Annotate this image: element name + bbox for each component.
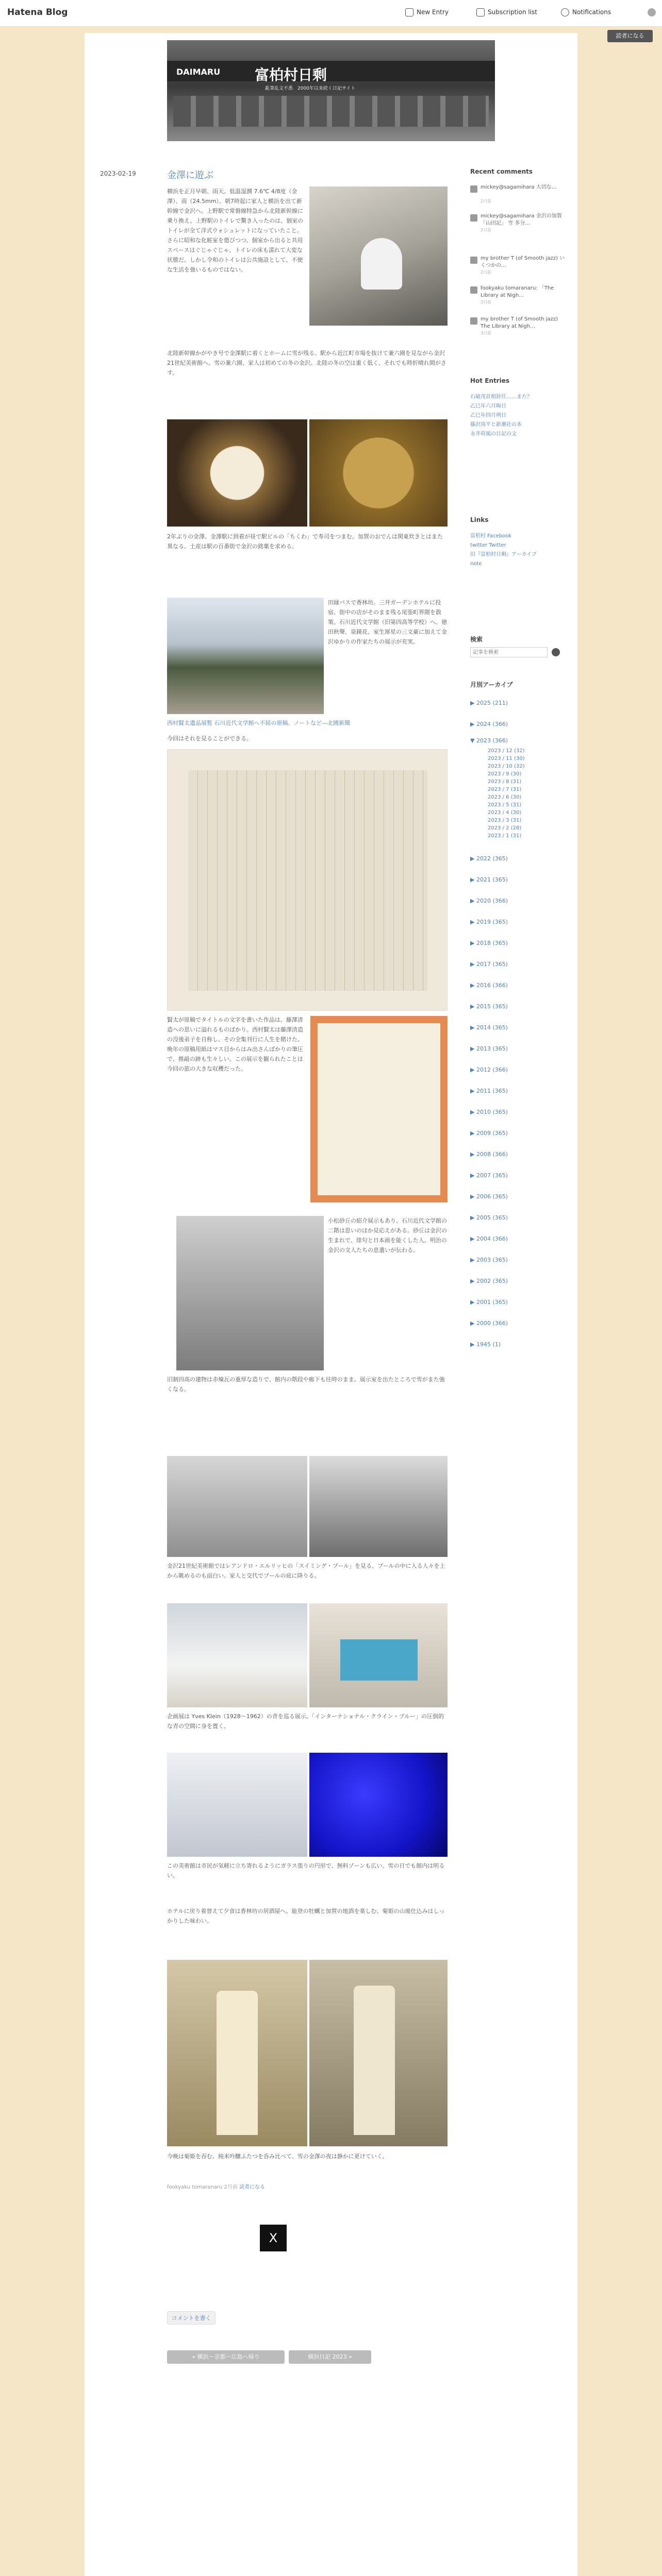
archive-year[interactable] — [470, 1313, 566, 1334]
recent-comment[interactable] — [470, 317, 566, 348]
archive-year[interactable] — [470, 975, 566, 996]
archive-year[interactable] — [470, 1101, 566, 1123]
chevron-right-icon[interactable]: ▶ — [470, 1278, 476, 1284]
entry-meta — [167, 2182, 448, 2193]
comment-text: mickey@sagamihara 大切な… — [481, 184, 557, 190]
photo-group[interactable] — [176, 1216, 324, 1370]
avatar — [470, 317, 477, 325]
archive-year-label: 2009 (365) — [476, 1130, 508, 1137]
photo-gallery[interactable] — [167, 1753, 307, 1857]
archive-spacer — [470, 840, 566, 848]
hot-entry[interactable]: 藤沢周平と新潮社の本 — [470, 422, 522, 428]
archive-year[interactable] — [470, 1123, 566, 1144]
comment-text: my brother T (of Smooth jazz) The Library at Nigh… — [481, 316, 558, 329]
photo-museum[interactable] — [167, 1603, 307, 1707]
archive-year-label: 2003 (365) — [476, 1257, 508, 1263]
archive-year-label: 2006 (365) — [476, 1193, 508, 1200]
chevron-right-icon[interactable]: ▶ — [470, 1045, 476, 1052]
chevron-right-icon[interactable]: ▶ — [470, 855, 476, 862]
new-entry-link[interactable] — [405, 8, 449, 16]
archive-year-label: 2007 (365) — [476, 1172, 508, 1179]
comment-date: 2日前 — [481, 199, 492, 204]
subscription-label: Subscription list — [488, 8, 537, 16]
news-link[interactable]: 西村賢太遺品展覧 石川近代文学館へ不屈の原稿、ノートなど―北國新聞 — [167, 720, 351, 726]
chevron-right-icon[interactable]: ▶ — [470, 1003, 476, 1010]
archive-heading: 月別アーカイブ — [470, 681, 513, 688]
archive-year[interactable] — [470, 735, 566, 747]
archive-year-label: 2016 (366) — [476, 982, 508, 989]
hot-entry[interactable]: 石破茂首相辞任……また？ — [470, 394, 532, 400]
comment-text: my brother T (of Smooth jazz) いくつかの… — [481, 256, 565, 268]
archive-year[interactable] — [470, 1165, 566, 1186]
comment-button[interactable]: コメントを書く — [167, 2311, 216, 2325]
link-item[interactable]: 旧『富柏村日剩』アーカイブ — [470, 552, 537, 557]
archive-year[interactable] — [470, 954, 566, 975]
archive-month[interactable]: 2023 / 3 (31) — [488, 818, 522, 823]
archive-year[interactable] — [470, 1059, 566, 1080]
archive-year[interactable] — [470, 1144, 566, 1165]
photo-poster[interactable] — [310, 1016, 448, 1202]
banner-building — [173, 96, 489, 127]
archive-year[interactable] — [470, 1334, 566, 1355]
link-item[interactable]: 富柏村 Facebook — [470, 533, 512, 539]
archive-year-label: 2011 (365) — [476, 1088, 508, 1094]
avatar — [470, 257, 477, 264]
archive-year-label: 2014 (365) — [476, 1024, 508, 1031]
archive-year[interactable] — [470, 869, 566, 890]
chevron-right-icon[interactable]: ▶ — [470, 1130, 476, 1137]
chevron-right-icon[interactable]: ▶ — [470, 1088, 476, 1094]
archive-year[interactable] — [470, 1017, 566, 1038]
blog-page — [85, 33, 577, 2576]
chevron-right-icon[interactable]: ▶ — [470, 919, 476, 925]
photo-sign[interactable] — [309, 419, 448, 527]
archive-month[interactable]: 2023 / 8 (31) — [488, 779, 522, 785]
chevron-right-icon[interactable]: ▶ — [470, 1172, 476, 1179]
entry-time[interactable]: 2月前 — [224, 2184, 238, 2190]
hot-entry[interactable]: 乙巳年四月朔日 — [470, 413, 506, 418]
archive-month[interactable]: 2023 / 12 (32) — [488, 748, 525, 754]
photo-sake-bottle[interactable] — [309, 1960, 448, 2146]
read-button[interactable]: 読者になる — [607, 30, 653, 42]
entry-date[interactable]: 2023-02-19 — [100, 170, 136, 177]
global-header — [0, 0, 662, 27]
archive-year-label: 2021 (365) — [476, 876, 508, 883]
entry-paragraph: 今晩は菊姫を吞む。純米吟醸ふたつを呑み比べて、雪の金澤の夜は静かに更けていく。 — [167, 2153, 388, 2160]
recent-comment[interactable] — [470, 257, 566, 287]
link-item[interactable]: note — [470, 561, 482, 567]
links-heading: Links — [470, 516, 489, 523]
entry-paragraph: 小松砂丘の紹介展示もあり、石川近代文学館の二階は思いのほか見応えがある。砂丘は金沢の生まれで、俳句と日本画を能くした人。明治の金沢の文人たちの息遣いが伝わる。 — [328, 1217, 447, 1253]
entry-paragraph: ホテルに戻り着替えて夕食は香林坊の居酒屋へ。能登の牡蠣と加賀の地酒を楽しむ。菊姫の山廃仕込みはしっかりした味わい。 — [167, 1908, 445, 1924]
blog-banner[interactable] — [167, 40, 495, 141]
archive-month[interactable]: 2023 / 4 (30) — [488, 810, 522, 816]
photo-sake-kikuhime[interactable] — [167, 1960, 307, 2146]
chevron-right-icon[interactable]: ▶ — [470, 700, 476, 706]
search-icon[interactable] — [552, 648, 560, 656]
archive-year-label: 2000 (366) — [476, 1320, 508, 1327]
entry-paragraph: 旧制四高の建物は赤煉瓦の重厚な造りで、館内の階段や廊下も往時のまま。展示室を出たところで雪がまた強くなる。 — [167, 1376, 445, 1393]
archive-year-label: 2017 (365) — [476, 961, 508, 968]
entry-title[interactable]: 金澤に遊ぶ — [167, 170, 213, 181]
blog-subtitle: 亂筆乱文不悉 2000年以来続く日記サイト — [265, 86, 356, 91]
comment-text: fookyaku tomaranaru: 「The Library at Nigh… — [481, 285, 554, 298]
avatar — [470, 214, 477, 222]
chevron-right-icon[interactable]: ▶ — [470, 1257, 476, 1263]
entry-paragraph: 今回はそれを見ることができる。 — [167, 735, 252, 742]
hot-entries-list — [470, 393, 566, 439]
links-list — [470, 532, 566, 569]
comment-date: 3日前 — [481, 331, 492, 335]
chevron-right-icon[interactable]: ▶ — [470, 1151, 476, 1158]
prev-entry-button[interactable]: « 横浜〜京都〜広島へ帰り — [167, 2350, 285, 2364]
hot-entry[interactable]: 乙巳年六月晦日 — [470, 403, 506, 409]
recent-comment[interactable] — [470, 185, 566, 216]
archive-year[interactable] — [470, 1270, 566, 1292]
hot-entry[interactable]: 永井荷風の日記の文 — [470, 431, 517, 437]
chevron-right-icon[interactable]: ▶ — [470, 1066, 476, 1073]
avatar — [470, 286, 477, 294]
archive-year-label: 2015 (365) — [476, 1003, 508, 1010]
archive-year-label: 2020 (366) — [476, 897, 508, 904]
archive-year-label: 2022 (365) — [476, 855, 508, 862]
archive-month[interactable]: 2023 / 10 (32) — [488, 764, 525, 769]
hot-entries-heading: Hot Entries — [470, 377, 509, 384]
photo-exhibit-1[interactable] — [167, 1456, 307, 1557]
archive-year-label: 2019 (365) — [476, 919, 508, 925]
link-item[interactable]: twitter Twitter — [470, 543, 506, 548]
photo-pool[interactable] — [309, 1603, 448, 1707]
hatena-logo[interactable]: Hatena Blog — [7, 7, 68, 18]
chevron-right-icon[interactable]: ▶ — [470, 1214, 476, 1221]
recent-comment[interactable] — [470, 286, 566, 317]
archive-year-label: 2018 (365) — [476, 940, 508, 946]
list-icon — [476, 8, 485, 16]
archive-year-label: 2002 (365) — [476, 1278, 508, 1284]
archive-year-label: 2013 (365) — [476, 1045, 508, 1052]
archive-month[interactable]: 2023 / 6 (30) — [488, 794, 522, 800]
avatar — [470, 185, 477, 193]
archive-year[interactable] — [470, 848, 566, 869]
chevron-right-icon[interactable]: ▶ — [470, 1320, 476, 1327]
archive-month[interactable]: 2023 / 11 (30) — [488, 756, 525, 761]
new-entry-label: New Entry — [417, 8, 449, 16]
archive-year-label: 2012 (366) — [476, 1066, 508, 1073]
chevron-right-icon[interactable]: ▶ — [470, 1024, 476, 1031]
chevron-right-icon[interactable]: ▶ — [470, 876, 476, 883]
entry-paragraph: 企画展は Yves Klein（1928〜1962）の青を巡る展示。「インターナショナル・クライン・ブルー」の圧倒的な青の空間に身を置く。 — [167, 1713, 444, 1730]
archive-year[interactable] — [470, 1228, 566, 1249]
archive-year[interactable] — [470, 1080, 566, 1101]
archive-list — [470, 692, 566, 1355]
chevron-right-icon[interactable]: ▶ — [470, 982, 476, 989]
photo-exhibit-2[interactable] — [309, 1456, 448, 1557]
archive-year-label: 2005 (365) — [476, 1214, 508, 1221]
archive-year[interactable] — [470, 996, 566, 1017]
archive-year-label: 2004 (366) — [476, 1235, 508, 1242]
entry-paragraph: 2年ぶりの金澤。金澤駅に到着が昼で駅ビルの「ちくわ」で寿司をつまむ。加賀のおでんは関東炊きとはまた異なる。土産は駅の百番街で金沢の銘菓を求める。 — [167, 533, 443, 550]
photo-tree[interactable] — [167, 598, 324, 714]
bell-icon — [561, 8, 569, 16]
archive-year[interactable] — [470, 1186, 566, 1207]
chevron-right-icon[interactable]: ▶ — [470, 1299, 476, 1306]
chevron-right-icon[interactable]: ▶ — [470, 961, 476, 968]
entry-read-link[interactable]: 読者になる — [239, 2184, 266, 2190]
photo-oden[interactable] — [167, 419, 307, 527]
chevron-right-icon[interactable]: ▶ — [470, 940, 476, 946]
photo-manuscript[interactable] — [167, 749, 448, 1011]
comment-date: 2日前 — [481, 228, 492, 232]
chevron-right-icon[interactable]: ▶ — [470, 897, 476, 904]
chevron-right-icon[interactable]: ▶ — [470, 1341, 476, 1348]
archive-year[interactable] — [470, 911, 566, 933]
archive-year[interactable] — [470, 714, 566, 735]
photo-toilet[interactable] — [309, 187, 448, 326]
archive-year[interactable] — [470, 1249, 566, 1270]
next-entry-button[interactable]: 横浜日記 2023 » — [289, 2350, 371, 2364]
notifications-link[interactable] — [561, 8, 611, 16]
search-form — [470, 647, 566, 658]
archive-year-label: 2008 (366) — [476, 1151, 508, 1158]
archive-year[interactable] — [470, 692, 566, 714]
entry-author[interactable]: fookyaku tomaranaru — [167, 2184, 223, 2190]
banner-store-sign: DAIMARU — [176, 67, 221, 77]
chevron-right-icon[interactable]: ▶ — [470, 721, 476, 727]
archive-year-label: 2023 (366) — [476, 737, 508, 744]
share-x-button[interactable]: X — [260, 2225, 287, 2251]
archive-month[interactable]: 2023 / 7 (31) — [488, 787, 522, 792]
archive-year[interactable] — [470, 1207, 566, 1228]
archive-month[interactable]: 2023 / 5 (31) — [488, 802, 522, 808]
entry-paragraph: 横浜を正月早朝、雨天。低温湿潤 7.6℃ 4/8度（金澤）、雨（24.5mm）。朝7時起に家人と横浜を出て新幹線で金沢へ。上野駅で常磐線特急から北陸新幹線に乗り換え。上野駅のトイレで驚き入ったのは、個室のトイレが全て洋式ウォシュレットになっていたこと。さらに昭和な化粧室を偲びつつ、個室から出ると共用スペースはぐじゃぐじゃ、トイレの床も濡れて大変な状態だ。しかし令和のトイレは公共施設として、不便な生活を強いるものではない。 — [167, 188, 304, 273]
archive-month[interactable]: 2023 / 9 (30) — [488, 771, 522, 777]
archive-year-label: 1945 (1) — [476, 1341, 501, 1348]
chevron-right-icon[interactable]: ▶ — [470, 1193, 476, 1200]
comment-text: mickey@sagamihara 金沢の加賀 「山田記」 雪 多分… — [481, 213, 562, 226]
chevron-right-icon[interactable]: ▶ — [470, 1109, 476, 1115]
archive-year-label: 2010 (365) — [476, 1109, 508, 1115]
blog-title: 富柏村日剩 — [255, 66, 327, 83]
archive-year-label: 2024 (366) — [476, 721, 508, 727]
user-avatar[interactable] — [648, 8, 656, 16]
comment-date: 3日前 — [481, 300, 492, 304]
chevron-down-icon[interactable]: ▼ — [470, 737, 476, 744]
entry-paragraph: 田縁バスで香林坊。三井ガーデンホテルに投宿。街中の店がそのまま残る尾張町界隈を散策。石川近代文学館（旧第四高等学校）へ。徳田秋聲、泉鏡花、室生犀星の三文豪に加えて金沢ゆかりの作家たちの展示が充実。 — [328, 599, 447, 645]
archive-month[interactable]: 2023 / 2 (28) — [488, 825, 522, 831]
comment-date: 2日前 — [481, 270, 492, 275]
notifications-label: Notifications — [572, 8, 611, 16]
photo-blue-room[interactable] — [309, 1753, 448, 1857]
archive-year[interactable] — [470, 890, 566, 911]
search-heading: 検索 — [470, 636, 483, 643]
archive-month[interactable]: 2023 / 1 (31) — [488, 833, 522, 839]
entry-paragraph: 賢太が原稿でタイトルの文字を書いた作品は、藤澤清造への思いに溢れるものばかり。西村賢太は藤澤清造の没後弟子を自称し、その全集刊行に人生を賭けた。晩年の原稿用紙はマス目からはみ出さんばかりの筆圧で、推敲の跡も生々しい。この展示を観られたことは今回の旅の大きな収穫だった。 — [167, 1016, 303, 1072]
pencil-icon — [405, 8, 413, 16]
subscription-link[interactable] — [476, 8, 537, 16]
archive-year[interactable] — [470, 933, 566, 954]
entry-paragraph: この美術館は市民が気軽に立ち寄れるようにガラス張りの円形で、無料ゾーンも広い。雪の日でも館内は明るい。 — [167, 1862, 445, 1879]
archive-year-label: 2025 (211) — [476, 700, 508, 706]
archive-year-label: 2001 (365) — [476, 1299, 508, 1306]
archive-year[interactable] — [470, 1038, 566, 1059]
entry-paragraph: 金沢21世紀美術館ではレアンドロ・エルリッヒの「スイミング・プール」を見る。プールの中に入る人々を上から眺めるのも面白い。家人と交代でプールの底に降りる。 — [167, 1563, 445, 1579]
entry-paragraph: 北陸新幹線かがやき号で金澤駅に着くとホームに雪が残る。駅から近江町市場を抜けて兼六園を見ながら金沢21世紀美術館へ。雪の兼六園、家人は初めての冬の金沢。北陸の冬の空は重く低く、それでも時折晴れ間がさす。 — [167, 350, 446, 376]
recent-comment[interactable] — [470, 214, 566, 245]
archive-year[interactable] — [470, 1292, 566, 1313]
chevron-right-icon[interactable]: ▶ — [470, 1235, 476, 1242]
recent-comments-heading: Recent comments — [470, 168, 533, 175]
search-input[interactable] — [470, 647, 548, 657]
